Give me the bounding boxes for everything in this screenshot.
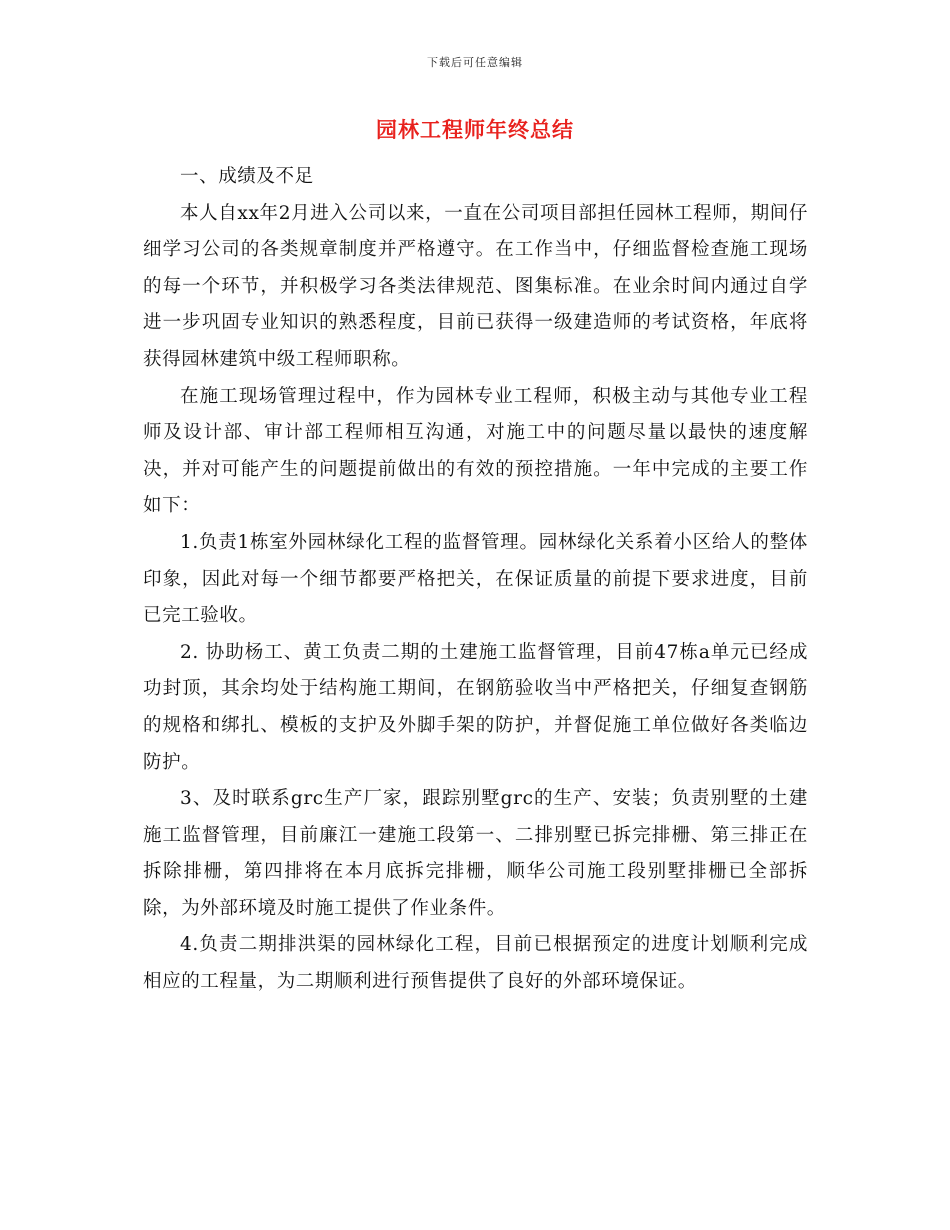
list-item: 3、及时联系grc生产厂家，跟踪别墅grc的生产、安装；负责别墅的土建施工监督管理，目前廉江一建施工段第一、二排别墅已拆完排栅、第三排正在拆除排栅，第四排将在本月底拆完排栅，顺华公司施工段别墅排栅已全部拆除，为外部环境及时施工提供了作业条件。 bbox=[143, 788, 808, 919]
document-body bbox=[143, 159, 808, 1001]
header-note: 下载后可任意编辑 bbox=[427, 56, 523, 69]
list-item: 1.负责1栋室外园林绿化工程的监督管理。园林绿化关系着小区给人的整体印象，因此对每一个细节都要严格把关，在保证质量的前提下要求进度，目前已完工验收。 bbox=[143, 531, 808, 627]
list-item: 4.负责二期排洪渠的园林绿化工程，目前已根据预定的进度计划顺利完成相应的工程量，为二期顺利进行预售提供了良好的外部环境保证。 bbox=[143, 934, 808, 993]
paragraph: 在施工现场管理过程中，作为园林专业工程师，积极主动与其他专业工程师及设计部、审计部工程师相互沟通，对施工中的问题尽量以最快的速度解决，并对可能产生的问题提前做出的有效的预控措施。一年中完成的主要工作如下： bbox=[143, 385, 808, 517]
paragraph: 本人自xx年2月进入公司以来，一直在公司项目部担任园林工程师，期间仔细学习公司的各类规章制度并严格遵守。在工作当中，仔细监督检查施工现场的每一个环节，并积极学习各类法律规范、图集标准。在业余时间内通过自学进一步巩固专业知识的熟悉程度，目前已获得一级建造师的考试资格，年底将获得园林建筑中级工程师职称。 bbox=[143, 202, 808, 370]
section-heading: 一、成绩及不足 bbox=[180, 166, 314, 187]
list-item: 2. 协助杨工、黄工负责二期的土建施工监督管理，目前47栋a单元已经成功封顶，其余均处于结构施工期间，在钢筋验收当中严格把关，仔细复查钢筋的规格和绑扎、模板的支护及外脚手架的防护，并督促施工单位做好各类临边防护。 bbox=[143, 641, 808, 773]
page-title: 园林工程师年终总结 bbox=[376, 117, 574, 142]
